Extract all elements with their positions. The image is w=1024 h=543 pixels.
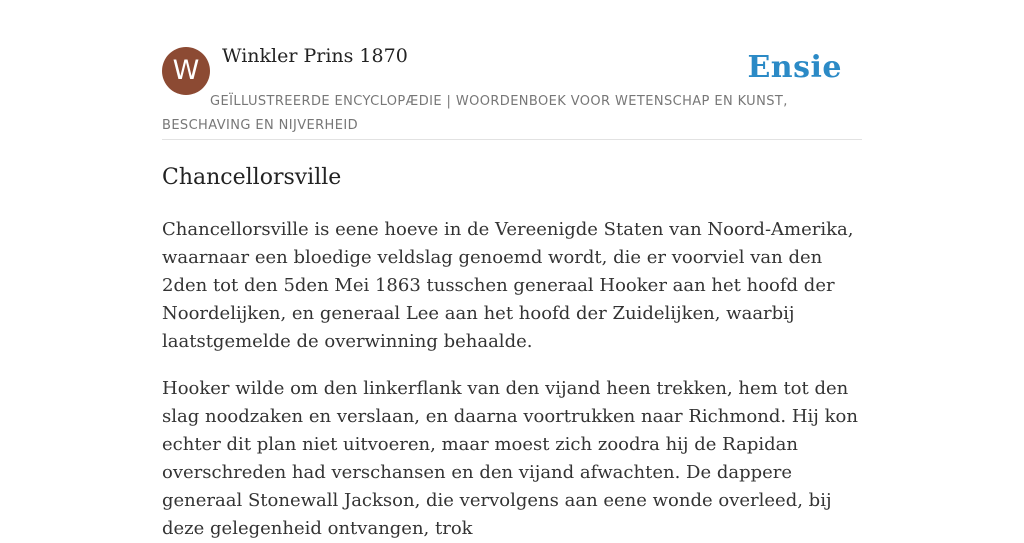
source-title[interactable]: Winkler Prins 1870 [222, 45, 408, 67]
article-paragraph: Hooker wilde om den linkerflank van den vijand heen trekken, hem tot den slag noodzaken en verslaan, en daarna voortrukken naar Richmond. Hij kon echter dit plan niet uitvoeren, maar moest zich zoodra hij de Rapidan overschreden had verschansen en den vijand afwachten. De dappere generaal Stonewall Jackson, die vervolgens aan eene wonde overleed, bij deze gelegenheid ontvangen, trok [162, 378, 858, 539]
header [162, 0, 862, 140]
source-avatar[interactable]: W [162, 47, 210, 95]
article-title: Chancellorsville [162, 165, 342, 190]
article-paragraph: Chancellorsville is eene hoeve in de Vereenigde Staten van Noord-Amerika, waarnaar een bloedige veldslag genoemd wordt, die er voorviel van den 2den tot den 5den Mei 1863 tusschen generaal Hooker aan het hoofd der Noordelijken, en generaal Lee aan het hoofd der Zuidelijken, waarbij laatstgemelde de overwinning behaalde. [162, 219, 854, 352]
source-subtitle: GEÏLLUSTREERDE ENCYCLOPÆDIE | WOORDENBOEK VOOR WETENSCHAP EN KUNST, BESCHAVING EN NIJVERHEID [162, 94, 788, 133]
article [162, 160, 862, 543]
ensie-logo-link[interactable]: Ensie [747, 50, 842, 85]
